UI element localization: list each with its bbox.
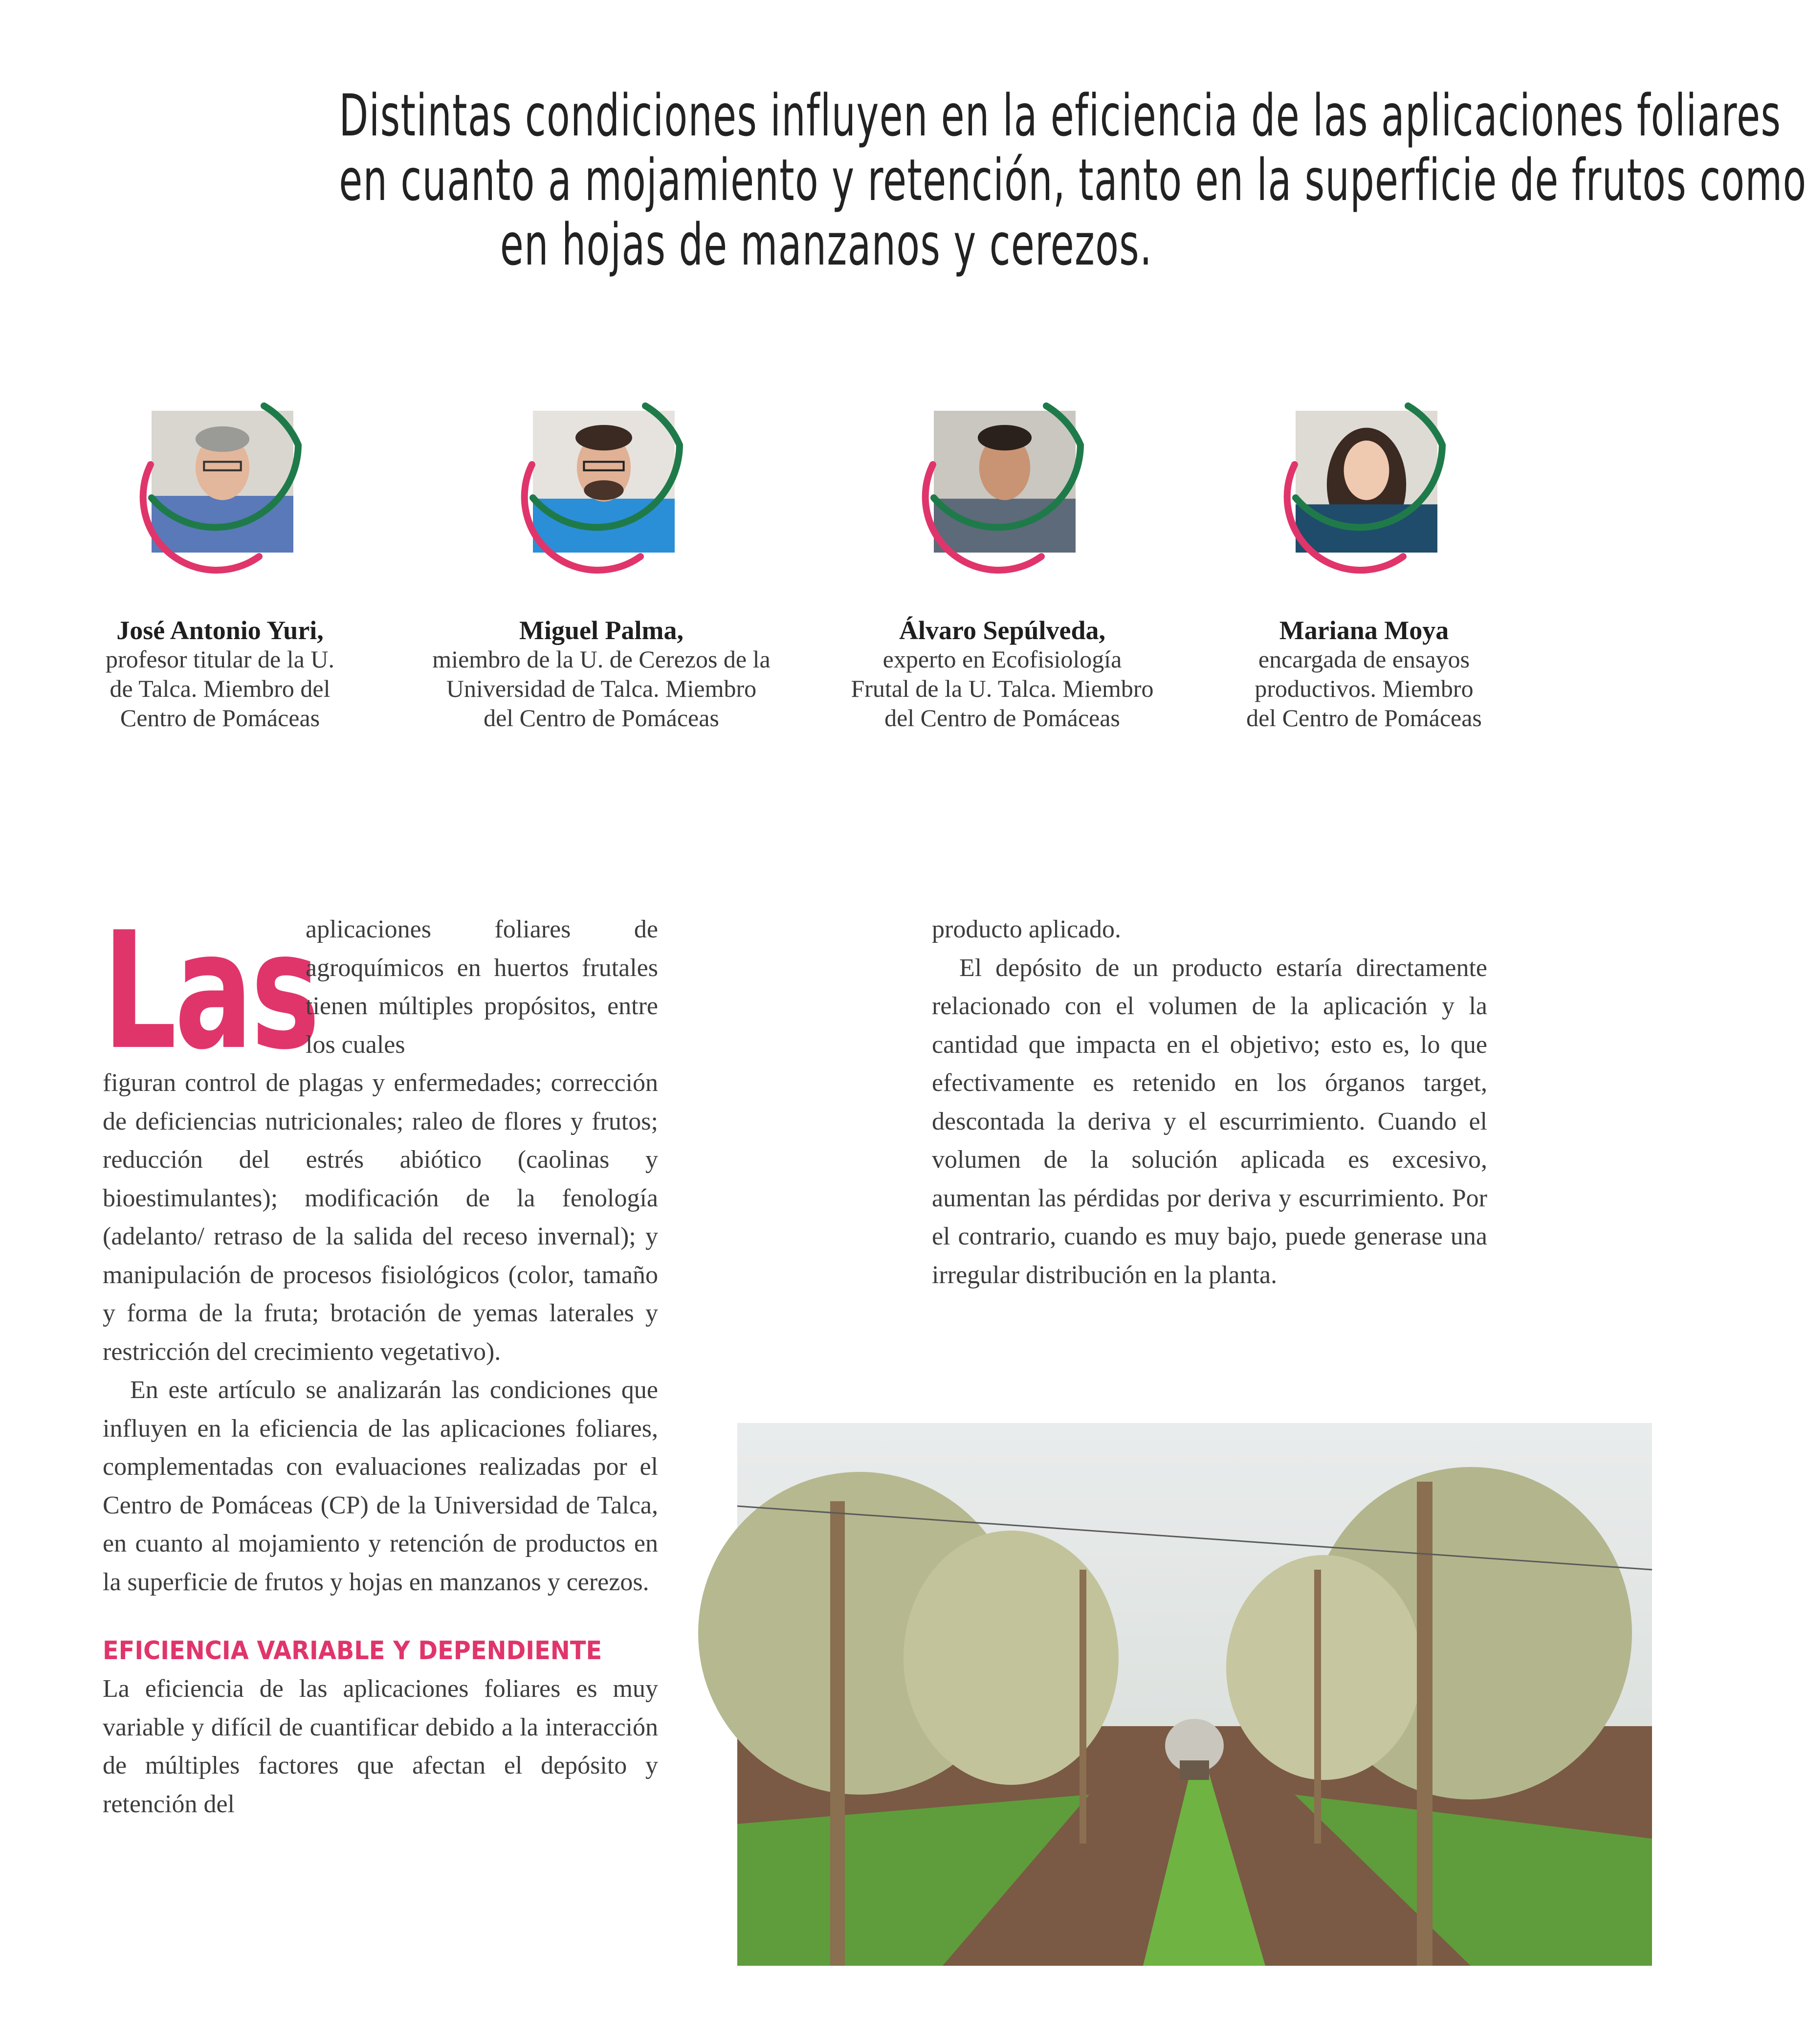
author-role-line: Frutal de la U. Talca. Miembro [851, 675, 1154, 702]
orchard-photo [737, 1423, 1652, 1966]
author-card [411, 391, 792, 733]
article-column-right [932, 911, 1487, 1294]
author-role-line: Centro de Pomáceas [120, 704, 320, 732]
author-role [1173, 644, 1555, 733]
author-card [1173, 391, 1555, 733]
author-role-line: profesor titular de la U. [106, 645, 334, 673]
author-name: Álvaro Sepúlveda, [899, 616, 1106, 645]
author-role-line: experto en Ecofisiología [882, 645, 1122, 673]
intro-block [103, 897, 658, 1085]
author-role [29, 644, 411, 733]
lead-line: Distintas condiciones influyen en la eficiencia de las aplicaciones foliares [339, 82, 1782, 149]
author-portrait-frame [117, 391, 323, 597]
lead-paragraph [339, 82, 1807, 278]
author-name: José Antonio Yuri, [116, 616, 324, 645]
author-card [29, 391, 411, 733]
lead-line: en cuanto a mojamiento y retención, tanto en la superficie de frutos como [339, 146, 1807, 214]
decorative-arc-icon [900, 391, 1105, 597]
intro-text: aplicaciones foliares de agroquímicos en huertos frutales tienen múltiples propósitos, entre los cuales [306, 915, 658, 1059]
decorative-arc-icon [117, 391, 323, 597]
author-role-line: miembro de la U. de Cerezos de la [432, 645, 771, 673]
paragraph: La eficiencia de las aplicaciones foliares es muy variable y difícil de cuantificar debido a la interacción de múltiples factores que afectan el depósito y retención del [103, 1675, 658, 1818]
dropcap: Las [103, 897, 318, 1085]
author-name: Miguel Palma, [519, 616, 683, 645]
lead-line: en hojas de manzanos y cerezos. [500, 211, 1153, 278]
article-column-left [103, 897, 658, 1823]
author-role-line: de Talca. Miembro del [110, 675, 331, 702]
paragraph: figuran control de plagas y enfermedades; corrección de deficiencias nutricionales; raleo de flores y frutos; reducción del estrés abiótico (caolinas y bioestimulantes); modificación de la fenología (adelanto/ retraso de la salida del receso invernal); y manipulación de procesos fisiológicos (color, tamaño y forma de la fruta; brotación de yemas laterales y restricción del crecimiento vegetativo). [103, 1069, 658, 1366]
paragraph: producto aplicado. [932, 915, 1121, 943]
author-card [812, 391, 1193, 733]
author-role-line: del Centro de Pomáceas [1246, 704, 1482, 732]
author-role [812, 644, 1193, 733]
author-portrait-frame [1261, 391, 1467, 597]
author-role-line: del Centro de Pomáceas [884, 704, 1120, 732]
author-role [411, 644, 792, 733]
author-role-line: Universidad de Talca. Miembro [446, 675, 757, 702]
paragraph: El depósito de un producto estaría directamente relacionado con el volumen de la aplicación y la cantidad que impacta en el objetivo; esto es, lo que efectivamente es retenido en los órganos target, descontada la deriva y el escurrimiento. Cuando el volumen de la solución aplicada es excesivo, aumentan las pérdidas por deriva y escurrimiento. Por el contrario, cuando es muy bajo, puede generase una irregular distribución en la planta. [932, 954, 1487, 1289]
author-role-line: del Centro de Pomáceas [484, 704, 719, 732]
paragraph: En este artículo se analizarán las condiciones que influyen en la eficiencia de las aplicaciones foliares, complementadas con evaluaciones realizadas por el Centro de Pomáceas (CP) de la Universidad de Talca, en cuanto al mojamiento y retención de productos en la superficie de frutos y hojas en manzanos y cerezos. [103, 1376, 658, 1596]
author-portrait-frame [499, 391, 704, 597]
decorative-arc-icon [499, 391, 704, 597]
author-portrait-frame [900, 391, 1105, 597]
section-heading: EFICIENCIA VARIABLE Y DEPENDIENTE [103, 1636, 602, 1666]
decorative-arc-icon [1261, 391, 1467, 597]
author-role-line: encargada de ensayos [1258, 645, 1470, 673]
author-role-line: productivos. Miembro [1255, 675, 1474, 702]
author-name: Mariana Moya [1279, 616, 1449, 645]
